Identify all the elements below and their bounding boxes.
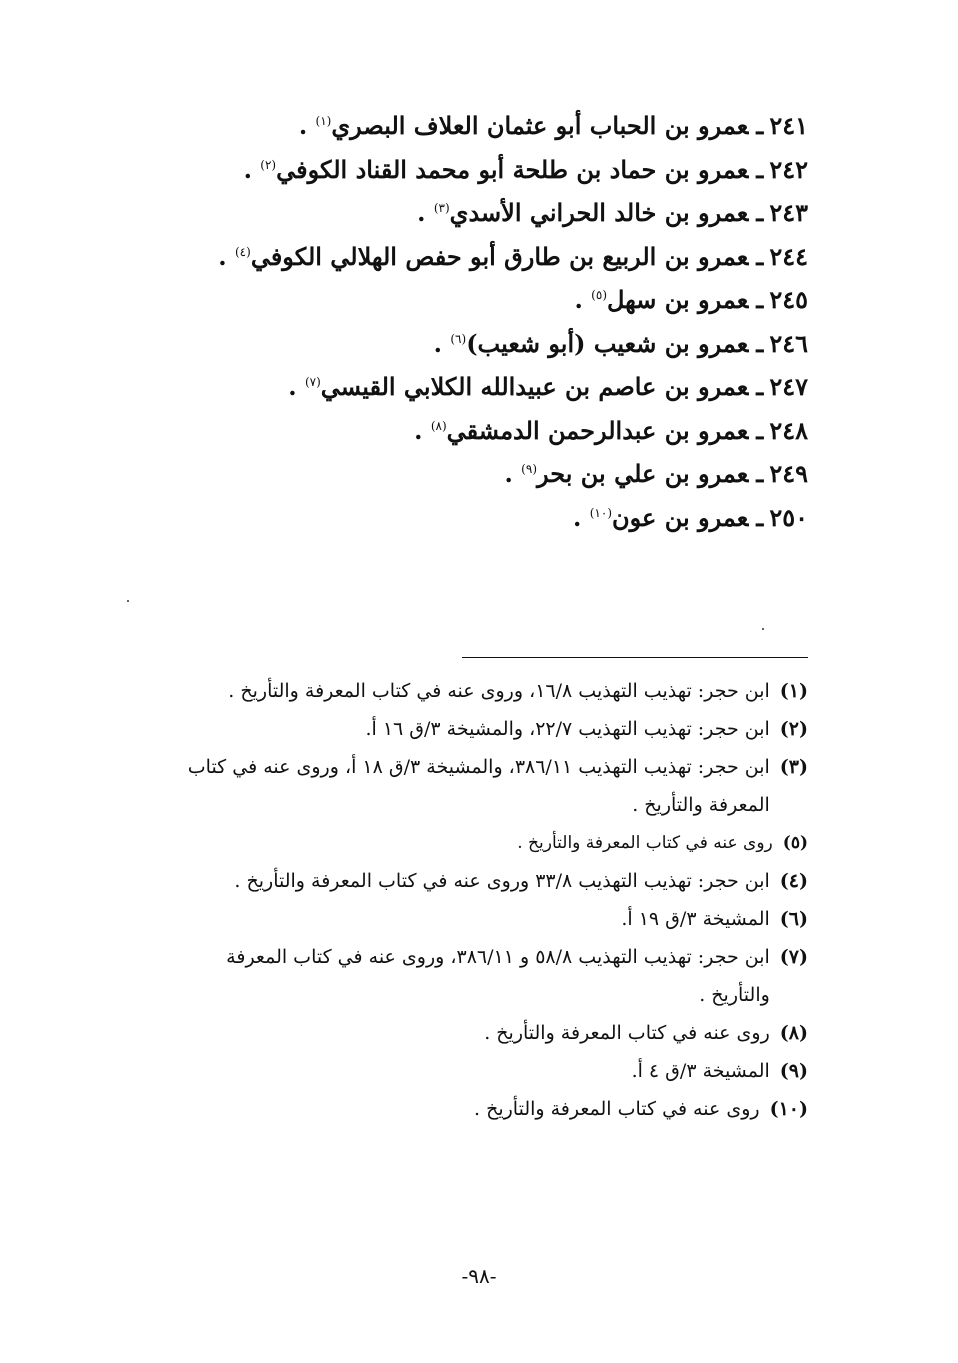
entry-name: عمرو بن شعيب (أبو شعيب): [466, 328, 749, 358]
footnote-ref: (٥): [591, 288, 607, 302]
footnote-number: (٦): [779, 908, 808, 930]
narrator-entries-list: [148, 100, 808, 535]
entry-dash: ـ: [756, 459, 764, 488]
entry-end: .: [433, 328, 451, 358]
footnote-ref: (٣): [433, 201, 450, 215]
scan-speck: [762, 628, 764, 630]
footnote-ref: (٧): [304, 375, 321, 389]
footnote-text: المشيخة ٣/ق ١٩ أ.: [621, 908, 770, 930]
entry-number: ٢٥٠: [769, 502, 808, 532]
footnote-ref: (٤): [234, 244, 251, 259]
footnote: [178, 1052, 808, 1090]
footnote-text: روى عنه في كتاب المعرفة والتأريخ .: [517, 833, 773, 853]
footnote-divider: [462, 657, 808, 658]
entry-dash: ـ: [756, 198, 764, 227]
narrator-entry: [148, 187, 808, 231]
footnote: [178, 748, 808, 824]
entry-name: عمرو بن الربيع بن طارق أبو حفص الهلالي الكوفي: [250, 241, 749, 271]
footnote-ref: (٩): [521, 462, 537, 476]
footnotes-list: [178, 672, 808, 1128]
footnote-number: (٨): [779, 1022, 808, 1044]
footnote-text: روى عنه في كتاب المعرفة والتأريخ .: [484, 1022, 770, 1044]
entry-name: عمرو بن الحباب أبو عثمان العلاف البصري: [331, 111, 749, 140]
entry-dash: ـ: [756, 285, 764, 314]
entry-number: ٢٤٢: [769, 154, 808, 184]
narrator-entry: [148, 361, 808, 405]
footnote-text: ابن حجر: تهذيب التهذيب ٣٨٦/١١، والمشيخة ٣/ق ١٨ أ، وروى عنه في كتاب المعرفة والتأريخ .: [187, 756, 770, 816]
footnote-number: (٩): [779, 1060, 808, 1082]
narrator-entry: [148, 318, 808, 362]
entry-number: ٢٤٨: [769, 415, 808, 445]
footnote-number: (٤): [779, 870, 808, 892]
footnote-text: ابن حجر: تهذيب التهذيب ٢٢/٧، والمشيخة ٣/ق ١٦ أ.: [365, 718, 770, 740]
narrator-entry: [148, 448, 808, 492]
entry-name: عمرو بن عبدالرحمن الدمشقي: [446, 415, 749, 445]
footnote-text: ابن حجر: تهذيب التهذيب ٣٣/٨ وروى عنه في كتاب المعرفة والتأريخ .: [234, 870, 770, 892]
footnote-ref: (٦): [450, 331, 467, 346]
narrator-entry: [148, 100, 808, 144]
narrator-entry: [148, 231, 808, 275]
entry-end: .: [414, 415, 431, 445]
footnote: [178, 1014, 808, 1052]
footnote-ref: (١٠): [589, 505, 612, 520]
entry-number: ٢٤٧: [769, 372, 808, 401]
entry-name: عمرو بن علي بن بحر: [537, 459, 749, 488]
entry-number: ٢٤٥: [769, 285, 808, 314]
entry-end: .: [298, 111, 316, 140]
entry-dash: ـ: [756, 111, 764, 140]
footnote-ref: (٢): [260, 157, 277, 172]
entry-dash: ـ: [756, 502, 764, 532]
entry-dash: ـ: [756, 415, 764, 445]
footnote: [178, 824, 808, 862]
entry-name: عمرو بن سهل: [607, 285, 749, 314]
entry-name: عمرو بن حماد بن طلحة أبو محمد القناد الكوفي: [276, 154, 749, 184]
entry-name: عمرو بن خالد الحراني الأسدي: [449, 198, 749, 227]
entry-number: ٢٤٦: [769, 328, 808, 358]
footnote: [178, 710, 808, 748]
footnote-text: المشيخة ٣/ق ٤ أ.: [631, 1060, 770, 1082]
narrator-entry: [148, 144, 808, 188]
entry-end: .: [218, 241, 235, 271]
narrator-entry: [148, 405, 808, 449]
entry-name: عمرو بن عون: [612, 502, 749, 532]
entry-number: ٢٤٩: [769, 459, 808, 488]
scan-speck: [127, 600, 129, 602]
entry-name: عمرو بن عاصم بن عبيدالله الكلابي القيسي: [320, 372, 749, 401]
narrator-entry: [148, 274, 808, 318]
entry-dash: ـ: [756, 372, 764, 401]
entry-number: ٢٤١: [769, 111, 808, 140]
footnote-text: ابن حجر: تهذيب التهذيب ٥٨/٨ و ٣٨٦/١١، وروى عنه في كتاب المعرفة والتأريخ .: [226, 946, 770, 1006]
page-number: -٩٨-: [461, 1264, 497, 1288]
narrator-entry: [148, 492, 808, 536]
entry-dash: ـ: [756, 154, 764, 184]
footnote-ref: (١): [315, 114, 332, 128]
entry-end: .: [417, 198, 434, 227]
entry-end: .: [504, 459, 522, 488]
footnote: [178, 862, 808, 900]
footnote: [178, 900, 808, 938]
footnote-ref: (٨): [430, 418, 447, 433]
footnote-text: ابن حجر: تهذيب التهذيب ١٦/٨، وروى عنه في كتاب المعرفة والتأريخ .: [228, 680, 770, 702]
entry-end: .: [243, 154, 261, 184]
entry-end: .: [288, 372, 305, 401]
entry-number: ٢٤٣: [769, 198, 808, 227]
footnote: [178, 672, 808, 710]
footnote-number: (١): [779, 680, 808, 702]
entry-number: ٢٤٤: [769, 241, 808, 271]
entry-dash: ـ: [756, 241, 764, 271]
footnote-number: (٧): [779, 946, 808, 968]
footnote-number: (٥): [782, 833, 808, 853]
footnote: [178, 938, 808, 1014]
footnote: [178, 1090, 808, 1128]
footnote-number: (١٠): [769, 1098, 808, 1120]
entry-end: .: [573, 502, 590, 532]
entry-dash: ـ: [756, 328, 764, 358]
entry-end: .: [574, 285, 592, 314]
footnote-number: (٢): [779, 718, 808, 740]
footnote-number: (٣): [779, 756, 808, 778]
footnote-text: روى عنه في كتاب المعرفة والتأريخ .: [473, 1098, 760, 1120]
